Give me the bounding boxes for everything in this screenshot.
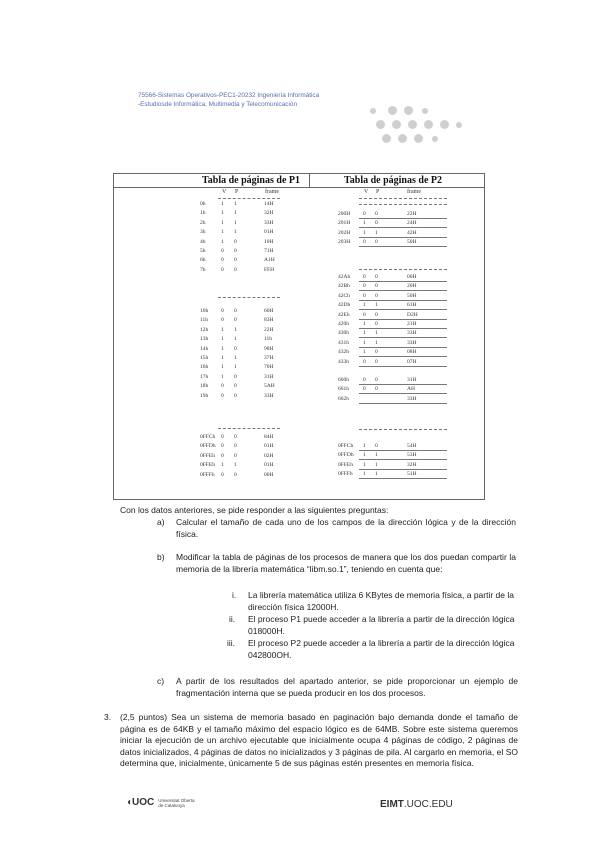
cell-page: 0FFFh bbox=[200, 471, 215, 478]
row-line bbox=[359, 403, 447, 404]
cell-frame: 5AH bbox=[264, 383, 275, 390]
item-i-marker: i. bbox=[232, 590, 237, 600]
row-line bbox=[359, 366, 447, 367]
cell-p: 0 bbox=[234, 373, 237, 380]
item-iii-text: El proceso P2 puede acceder a la librería a partir de la dirección lógica 042800OH. bbox=[248, 638, 515, 660]
gap-dashed-line bbox=[359, 429, 447, 430]
cell-p: 1 bbox=[234, 201, 237, 207]
item-i-text: La librería matemática utiliza 6 KBytes de memoria física, a partir de la dirección física 12000H. bbox=[248, 590, 514, 612]
cell-page: 42Eh bbox=[338, 311, 350, 318]
cell-p: 1 bbox=[375, 330, 378, 337]
uoc-logo-mark: ◖UOC bbox=[126, 797, 155, 808]
cell-p: 1 bbox=[375, 452, 378, 459]
header-studies-line: -Estudiosde Informática, Multimedia y Telecomunicación bbox=[138, 100, 298, 108]
cell-frame: 21H bbox=[407, 321, 417, 327]
question-3-number: 3. bbox=[104, 712, 112, 722]
row-line bbox=[359, 450, 447, 451]
row-line bbox=[359, 237, 447, 238]
document-header bbox=[138, 92, 319, 109]
cell-frame: 84H bbox=[264, 434, 274, 440]
cell-frame: 42H bbox=[407, 229, 417, 236]
cell-v: 1 bbox=[221, 345, 224, 352]
cell-p: 0 bbox=[375, 443, 378, 449]
cell-v: 0 bbox=[363, 377, 366, 383]
gap-dashed-line bbox=[359, 204, 447, 205]
cell-page: 0FFCh bbox=[200, 434, 216, 440]
cell-frame: 98H bbox=[264, 345, 274, 352]
cell-page: 13h bbox=[200, 336, 209, 343]
cell-frame: 33H bbox=[407, 330, 417, 337]
item-b-marker: b) bbox=[157, 552, 165, 562]
cell-page: 0FFDh bbox=[338, 452, 354, 459]
cell-p: 0 bbox=[234, 452, 237, 459]
cell-p: 1 bbox=[375, 229, 378, 236]
cell-p: 1 bbox=[375, 461, 378, 468]
cell-frame: 14H bbox=[264, 201, 274, 207]
cell-p: 0 bbox=[375, 220, 378, 227]
cell-page: 430h bbox=[338, 330, 349, 337]
cell-p: 1 bbox=[234, 336, 237, 343]
cell-v: 0 bbox=[221, 452, 224, 459]
cell-v: 1 bbox=[363, 302, 366, 309]
cell-v: 1 bbox=[221, 364, 224, 371]
cell-p: 0 bbox=[375, 292, 378, 299]
cell-frame: 32H bbox=[407, 461, 417, 468]
row-line bbox=[359, 384, 447, 385]
cell-frame: A1H bbox=[264, 257, 275, 264]
cell-page: 202H bbox=[338, 229, 351, 236]
cell-v: 0 bbox=[363, 292, 366, 299]
cell-p: 0 bbox=[234, 308, 237, 314]
cell-p: 1 bbox=[375, 471, 378, 478]
row-line bbox=[359, 309, 447, 310]
cell-p: 1 bbox=[234, 326, 237, 333]
cell-v: 0 bbox=[221, 471, 224, 478]
cell-v: 0 bbox=[363, 239, 366, 246]
cell-v: 0 bbox=[221, 443, 224, 450]
row-line bbox=[359, 459, 447, 460]
cell-frame: 71H bbox=[264, 248, 274, 254]
p1-header-frame: frame bbox=[265, 189, 279, 195]
cell-page: 0FFDh bbox=[200, 443, 216, 450]
cell-p: 1 bbox=[375, 339, 378, 346]
cell-frame: 33H bbox=[264, 219, 274, 226]
cell-page: 42Ah bbox=[338, 274, 351, 280]
cell-v: 0 bbox=[221, 308, 224, 314]
cell-frame: D2H bbox=[407, 311, 418, 318]
row-line bbox=[359, 290, 447, 291]
item-b-text: Modificar la tabla de páginas de los procesos de manera que los dos puedan compartir la memoria de la librería matemática “libm.so.1”, teniendo en cuenta que: bbox=[176, 552, 516, 574]
cell-page: 42Dh bbox=[338, 302, 351, 309]
cell-p: 0 bbox=[234, 434, 237, 440]
cell-v: 1 bbox=[221, 326, 224, 333]
cell-page: 12h bbox=[200, 326, 209, 333]
cell-v: 1 bbox=[221, 355, 224, 361]
cell-frame: 61H bbox=[407, 302, 417, 309]
cell-page: 0FFCh bbox=[338, 443, 354, 449]
uoc-university-name: Universitat Oberta de Catalunya bbox=[158, 797, 195, 808]
cell-frame: 08H bbox=[407, 349, 417, 356]
cell-frame: 60H bbox=[264, 308, 274, 314]
cell-p: 0 bbox=[375, 321, 378, 327]
cell-page: 19h bbox=[200, 392, 209, 399]
cell-v: 0 bbox=[221, 248, 224, 254]
cell-frame: 22H bbox=[407, 211, 417, 217]
cell-frame: 00H bbox=[264, 471, 274, 478]
cell-frame: 11h bbox=[264, 336, 273, 343]
cell-v: 0 bbox=[363, 211, 366, 217]
row-line bbox=[359, 319, 447, 320]
cell-frame: 33H bbox=[407, 395, 417, 402]
cell-page: 660h bbox=[338, 377, 349, 383]
cell-p: 0 bbox=[234, 443, 237, 450]
row-line bbox=[359, 246, 447, 247]
cell-p: 1 bbox=[234, 210, 237, 217]
cell-p: 0 bbox=[234, 383, 237, 390]
row-line bbox=[359, 347, 447, 348]
cell-p: 0 bbox=[375, 311, 378, 318]
cell-p: 0 bbox=[375, 386, 378, 393]
cell-frame: 50H bbox=[407, 292, 417, 299]
title-divider bbox=[309, 174, 310, 187]
item-ii-marker: ii. bbox=[229, 614, 236, 624]
cell-p: 0 bbox=[234, 317, 237, 324]
item-a-marker: a) bbox=[157, 517, 165, 527]
cell-v: 0 bbox=[363, 274, 366, 280]
cell-page: 1h bbox=[200, 210, 206, 217]
cell-p: 1 bbox=[234, 355, 237, 361]
cell-frame: 83H bbox=[264, 317, 274, 324]
p2-header-p: P bbox=[376, 189, 380, 195]
cell-frame: 70H bbox=[264, 364, 274, 371]
cell-frame: 01H bbox=[264, 443, 274, 450]
p2-header-v: V bbox=[364, 189, 369, 195]
cell-frame: 32H bbox=[264, 210, 274, 217]
uoc-logo bbox=[126, 797, 195, 808]
cell-v: 1 bbox=[363, 349, 366, 356]
page-tables-figure bbox=[113, 173, 485, 500]
cell-v: 1 bbox=[363, 443, 366, 449]
item-c-text: A partir de los resultados del apartado anterior, se pide proporcionar un ejemplo de fragmentación interna que se pueda producir en los dos procesos. bbox=[176, 676, 518, 698]
cell-v: 1 bbox=[221, 462, 224, 469]
cell-p: 0 bbox=[234, 238, 237, 245]
cell-frame: 10H bbox=[264, 238, 274, 245]
cell-p: 1 bbox=[234, 219, 237, 226]
item-ii-text: El proceso P1 puede acceder a la librería a partir de la dirección lógica 018000H. bbox=[248, 614, 515, 636]
cell-v: 1 bbox=[221, 210, 224, 217]
cell-page: 201H bbox=[338, 220, 351, 227]
cell-page: 16h bbox=[200, 364, 209, 371]
row-line bbox=[359, 356, 447, 357]
cell-frame: FFH bbox=[264, 266, 275, 273]
cell-page: 662h bbox=[338, 395, 349, 402]
cell-page: 10h bbox=[200, 308, 209, 314]
cell-page: 0h bbox=[200, 201, 206, 207]
gap-dashed-line bbox=[218, 198, 280, 199]
cell-frame: 31H bbox=[407, 377, 417, 383]
question-3-text: (2,5 puntos) Sea un sistema de memoria basado en paginación bajo demanda donde el tamaño de página es de 64KB y el tamaño máximo del espacio lógico es de 64MB. Sobre este sistema queremos iniciar la ejecución de un archivo ejecutable que inicialmente ocupa 4 páginas de código, 2 páginas de datos inicializados, 4 páginas de datos no inicializados y 3 páginas de pila. Al cargarlo en memoria, el SO determina que, inicialmente, únicamente 5 de sus páginas estén presentes en memoria física. bbox=[120, 712, 518, 768]
cell-page: 420h bbox=[338, 321, 349, 327]
cell-v: 1 bbox=[363, 339, 366, 346]
gap-dashed-line bbox=[218, 428, 280, 429]
cell-page: 15h bbox=[200, 355, 209, 361]
cell-page: 200H bbox=[338, 211, 351, 217]
cell-page: 14h bbox=[200, 345, 209, 352]
cell-v: 1 bbox=[363, 321, 366, 327]
cell-page: 661h bbox=[338, 386, 349, 393]
cell-frame: 37H bbox=[264, 355, 274, 361]
cell-page: 432h bbox=[338, 349, 349, 356]
cell-page: 18h bbox=[200, 383, 209, 390]
cell-v: 1 bbox=[221, 373, 224, 380]
cell-p: 0 bbox=[234, 392, 237, 399]
row-line bbox=[359, 393, 447, 394]
cell-page: 0FFEh bbox=[200, 462, 215, 469]
cell-v: 0 bbox=[363, 283, 366, 290]
cell-page: 0FFEh bbox=[200, 452, 215, 459]
cell-page: 0FFEh bbox=[338, 461, 353, 468]
cell-p: 0 bbox=[375, 349, 378, 356]
gap-dashed-line bbox=[218, 297, 280, 298]
cell-page: 4h bbox=[200, 238, 206, 245]
row-line bbox=[359, 478, 447, 479]
cell-frame: 50H bbox=[407, 239, 417, 246]
cell-v: 0 bbox=[363, 358, 366, 365]
cell-v: 1 bbox=[221, 229, 224, 236]
cell-p: 0 bbox=[375, 377, 378, 383]
cell-p: 0 bbox=[375, 211, 378, 217]
header-course-line: 75566-Sistemas Operativos-PEC1-20232 Ingeniería Informática bbox=[138, 92, 320, 99]
cell-page: 2h bbox=[200, 219, 206, 226]
cell-v: 1 bbox=[363, 229, 366, 236]
gap-dashed-line bbox=[359, 269, 447, 270]
cell-v: 0 bbox=[363, 311, 366, 318]
cell-page: 3h bbox=[200, 229, 206, 236]
cell-v: 0 bbox=[221, 266, 224, 273]
cell-frame: 53H bbox=[407, 452, 417, 459]
cell-v: 0 bbox=[221, 317, 224, 324]
p1-header-v: V bbox=[222, 189, 227, 195]
cell-v: 0 bbox=[363, 386, 366, 393]
cell-frame: 02H bbox=[264, 452, 274, 459]
cell-page: 42Bh bbox=[338, 283, 350, 290]
cell-v: 1 bbox=[221, 219, 224, 226]
row-line bbox=[359, 281, 447, 282]
cell-page: 6h bbox=[200, 257, 206, 264]
cell-v: 1 bbox=[221, 336, 224, 343]
cell-frame: 33H bbox=[407, 339, 417, 346]
cell-p: 0 bbox=[234, 266, 237, 273]
p1-table-title: Tabla de páginas de P1 bbox=[202, 175, 300, 186]
cell-v: 0 bbox=[221, 434, 224, 440]
cell-v: 1 bbox=[363, 471, 366, 478]
cell-p: 0 bbox=[234, 257, 237, 264]
cell-frame: 01H bbox=[264, 229, 274, 236]
cell-p: 0 bbox=[375, 283, 378, 290]
item-iii-marker: iii. bbox=[227, 638, 236, 648]
cell-v: 1 bbox=[221, 201, 224, 207]
cell-p: 1 bbox=[234, 229, 237, 236]
row-line bbox=[359, 218, 447, 219]
cell-frame: 54H bbox=[407, 443, 417, 449]
cell-page: 433h bbox=[338, 358, 349, 365]
row-line bbox=[359, 469, 447, 470]
questions-intro: Con los datos anteriores, se pide responder a las siguientes preguntas: bbox=[120, 505, 389, 515]
cell-p: 0 bbox=[375, 274, 378, 280]
cell-v: 0 bbox=[221, 383, 224, 390]
item-a-text: Calcular el tamaño de cada uno de los campos de la dirección lógica y de la dirección física. bbox=[176, 517, 516, 539]
cell-frame: 01H bbox=[264, 462, 274, 469]
cell-frame: 07H bbox=[407, 358, 417, 365]
gap-dashed-line bbox=[359, 198, 447, 199]
cell-p: 1 bbox=[375, 302, 378, 309]
cell-p: 0 bbox=[375, 358, 378, 365]
cell-p: 1 bbox=[234, 462, 237, 469]
cell-frame: AH bbox=[407, 386, 415, 393]
cell-page: 5h bbox=[200, 248, 206, 254]
cell-page: 11h bbox=[200, 317, 209, 324]
cell-v: 1 bbox=[363, 452, 366, 459]
cell-frame: 31H bbox=[264, 373, 274, 380]
cell-p: 0 bbox=[234, 345, 237, 352]
cell-page: 7h bbox=[200, 266, 206, 273]
cell-p: 0 bbox=[234, 248, 237, 254]
cell-frame: 51H bbox=[407, 471, 417, 478]
cell-page: 0FFFh bbox=[338, 471, 353, 478]
cell-p: 0 bbox=[375, 239, 378, 246]
cell-page: 17h bbox=[200, 373, 209, 380]
cell-page: 431h bbox=[338, 339, 349, 346]
p2-table-title: Tabla de páginas de P2 bbox=[344, 175, 442, 186]
row-line bbox=[359, 227, 447, 228]
cell-frame: 20H bbox=[407, 283, 417, 290]
cell-v: 1 bbox=[363, 330, 366, 337]
cell-frame: 00H bbox=[407, 274, 417, 280]
cell-p: 1 bbox=[234, 364, 237, 371]
cell-v: 1 bbox=[363, 220, 366, 227]
cell-frame: 22H bbox=[264, 326, 274, 333]
cell-page: 203H bbox=[338, 239, 351, 246]
p2-header-frame: frame bbox=[407, 189, 421, 195]
item-c-marker: c) bbox=[157, 676, 165, 686]
row-line bbox=[359, 328, 447, 329]
cell-frame: 33H bbox=[264, 392, 274, 399]
cell-v: 1 bbox=[221, 238, 224, 245]
cell-p: 0 bbox=[234, 471, 237, 478]
cell-v: 1 bbox=[363, 461, 366, 468]
row-line bbox=[359, 300, 447, 301]
cell-v: 0 bbox=[221, 392, 224, 399]
row-line bbox=[359, 337, 447, 338]
p1-header-p: P bbox=[235, 189, 239, 195]
eimt-logo: EIMT.UOC.EDU bbox=[380, 799, 453, 810]
cell-page: 42Ch bbox=[338, 292, 350, 299]
cell-frame: 24H bbox=[407, 220, 417, 227]
decorative-dots-logo bbox=[368, 106, 466, 148]
cell-v: 0 bbox=[221, 257, 224, 264]
